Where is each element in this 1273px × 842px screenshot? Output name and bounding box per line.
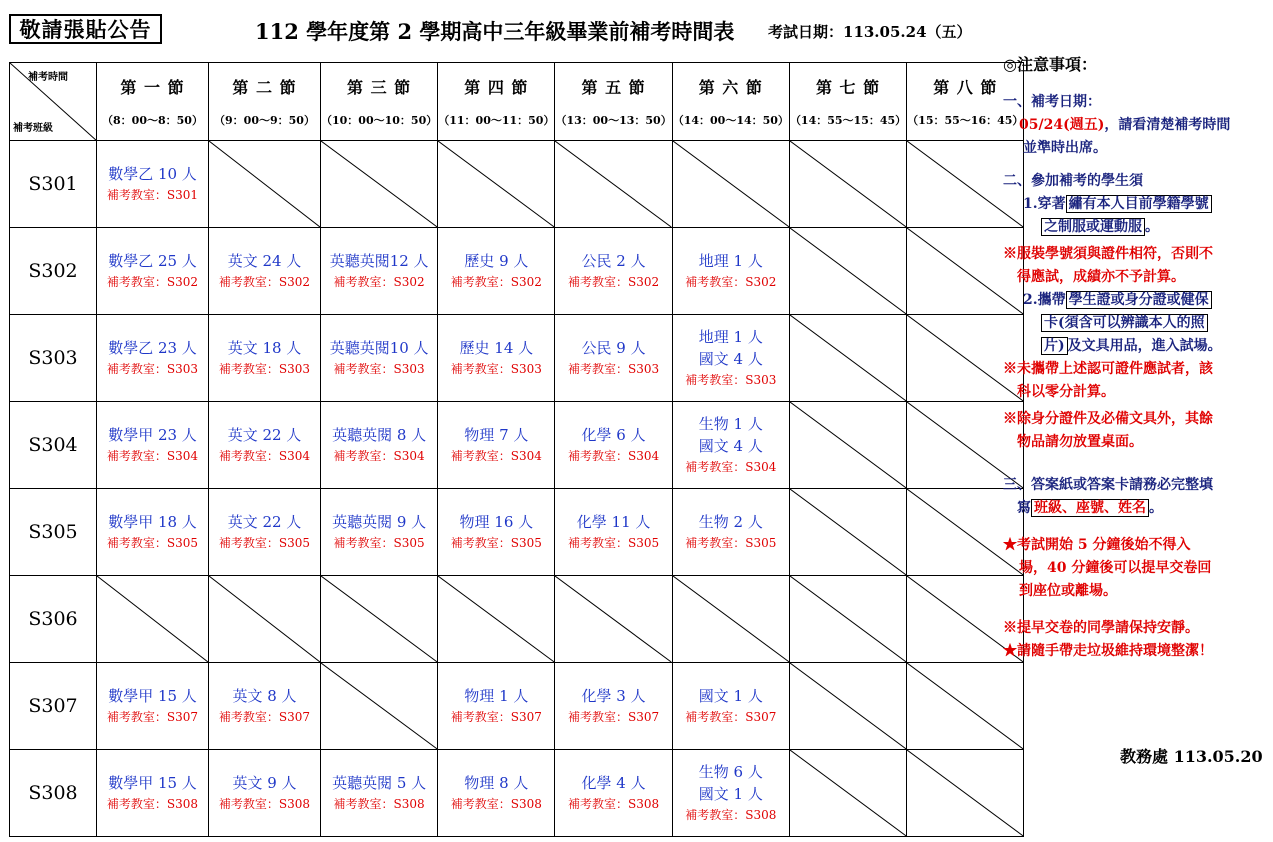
- subject-count: 生物 1 人: [698, 415, 763, 433]
- exam-room: 補考教室：S303: [218, 362, 311, 376]
- exam-room: 補考教室：S307: [568, 710, 660, 724]
- empty-cell-diagonal: [790, 576, 906, 662]
- header-row: [10, 63, 1024, 141]
- exam-room: 補考教室：S303: [333, 362, 425, 376]
- period-name: 第 八 節: [933, 78, 998, 97]
- subject-count: 數學乙 25 人: [108, 252, 197, 270]
- class-row-s308: [10, 750, 1024, 837]
- empty-cell: [97, 576, 209, 663]
- class-row-s301: [10, 141, 1024, 228]
- subject-count: 數學甲 18 人: [108, 513, 197, 531]
- class-label: S301: [10, 141, 97, 228]
- exam-room: 補考教室：S308: [568, 797, 660, 811]
- exam-cell: [321, 750, 438, 837]
- exam-cell: [209, 315, 321, 402]
- page-title: 112 學年度第 2 學期高中三年級畢業前補考時間表: [255, 19, 735, 44]
- exam-room: 補考教室：S305: [685, 536, 777, 550]
- period-name: 第 七 節: [815, 78, 881, 97]
- exam-cell: [209, 402, 321, 489]
- empty-cell-diagonal: [438, 141, 554, 227]
- subject-count: 化學 4 人: [581, 774, 646, 792]
- corner-bottom-label: 補考班級: [13, 123, 53, 134]
- empty-cell: [789, 141, 906, 228]
- exam-cell: [97, 315, 209, 402]
- exam-room: 補考教室：S301: [106, 188, 199, 202]
- exam-room: 補考教室：S304: [333, 449, 425, 463]
- class-row-s306: [10, 576, 1024, 663]
- subject-count: 國文 4 人: [698, 437, 763, 455]
- note-star2: ★請隨手帶走垃圾維持環境整潔！: [1003, 643, 1213, 659]
- exam-cell: [97, 489, 209, 576]
- empty-cell-diagonal: [97, 576, 208, 662]
- empty-cell: [209, 576, 321, 663]
- subject-count: 數學乙 10 人: [108, 165, 197, 183]
- exam-room: 補考教室：S307: [106, 710, 199, 724]
- note-sec2-item2-end: 及文具用品，進入試場。: [1067, 338, 1222, 354]
- note-sec2-item1-line2: [1003, 216, 1271, 239]
- empty-cell-diagonal: [673, 576, 789, 662]
- period-time: （14：55～15：45）: [789, 114, 907, 127]
- empty-cell-diagonal: [790, 402, 906, 488]
- empty-cell: [907, 750, 1024, 837]
- note-sec3-a: 三、答案紙或答案卡請務必完整填: [1003, 477, 1213, 493]
- period-header-7: [789, 63, 906, 141]
- exam-room: 補考教室：S308: [333, 797, 425, 811]
- exam-cell: [97, 228, 209, 315]
- empty-cell: [789, 576, 906, 663]
- exam-cell: [438, 402, 555, 489]
- exam-room: 補考教室：S305: [568, 536, 660, 550]
- exam-room: 補考教室：S304: [106, 449, 199, 463]
- exam-room: 補考教室：S304: [218, 449, 311, 463]
- corner-cell: [10, 63, 97, 141]
- empty-cell-diagonal: [790, 750, 906, 836]
- subject-count: 物理 7 人: [464, 426, 529, 444]
- class-row-s305: [10, 489, 1024, 576]
- empty-cell-diagonal: [790, 315, 906, 401]
- exam-room: 補考教室：S302: [106, 275, 199, 289]
- note-sec1-title: 一、補考日期：: [1003, 94, 1101, 110]
- subject-count: 國文 1 人: [698, 687, 763, 705]
- exam-room: 補考教室：S303: [568, 362, 660, 376]
- empty-cell-diagonal: [790, 228, 906, 314]
- class-label: S308: [10, 750, 97, 837]
- period-time: （9：00～9：50）: [214, 114, 315, 127]
- exam-room: 補考教室：S308: [106, 797, 199, 811]
- note-sec2-item1-box1: 繡有本人目前學籍學號: [1066, 195, 1212, 213]
- class-label: S307: [10, 663, 97, 750]
- note-sec2-item1-box2: 之制服或運動服: [1041, 218, 1145, 236]
- exam-cell: [438, 750, 555, 837]
- period-name: 第 四 節: [464, 78, 529, 97]
- exam-room: 補考教室：S307: [218, 710, 311, 724]
- exam-cell: [321, 228, 438, 315]
- subject-count: 英文 22 人: [227, 513, 302, 531]
- subject-count: 英聽英閱 9 人: [332, 513, 427, 531]
- note-sec2-item2-line2: [1003, 312, 1271, 335]
- empty-cell: [789, 489, 906, 576]
- note-warn3-b: 物品請勿放置桌面。: [1017, 434, 1143, 450]
- note-sec1-text1: ，請看清楚補考時間: [1104, 117, 1231, 133]
- note-sec3-box: 班級、座號、姓名: [1031, 499, 1149, 517]
- period-header-1: [97, 63, 209, 141]
- exam-date: 考試日期：113.05.24（五）: [768, 23, 972, 41]
- empty-cell: [672, 576, 789, 663]
- exam-cell: [97, 750, 209, 837]
- period-header-5: [555, 63, 672, 141]
- exam-cell: [438, 489, 555, 576]
- class-label: S302: [10, 228, 97, 315]
- period-time: （8：00～8：50）: [102, 114, 203, 127]
- subject-count: 英文 9 人: [232, 774, 297, 792]
- subject-count: 生物 6 人: [698, 763, 763, 781]
- note-sec2-item1-end: 。: [1145, 219, 1159, 235]
- note-sec1-line1: [1003, 114, 1271, 137]
- exam-cell: [321, 402, 438, 489]
- period-time: （14：00～14：50）: [672, 114, 789, 127]
- empty-cell-diagonal: [321, 663, 437, 749]
- exam-cell: [321, 315, 438, 402]
- exam-room: 補考教室：S302: [568, 275, 660, 289]
- empty-cell: [907, 663, 1024, 750]
- schedule-body: [10, 141, 1024, 837]
- exam-cell: [438, 315, 555, 402]
- empty-cell-diagonal: [673, 141, 789, 227]
- exam-cell: [672, 750, 789, 837]
- empty-cell: [789, 402, 906, 489]
- empty-cell-diagonal: [209, 576, 320, 662]
- subject-count: 英文 8 人: [232, 687, 297, 705]
- exam-cell: [438, 663, 555, 750]
- note-sec2-item1-line1: [1003, 193, 1271, 216]
- note-sec1-date: 05/24(週五): [1019, 117, 1105, 133]
- exam-cell: [672, 228, 789, 315]
- empty-cell-diagonal: [907, 663, 1023, 749]
- empty-cell-diagonal: [321, 576, 437, 662]
- empty-cell: [438, 576, 555, 663]
- exam-room: 補考教室：S303: [106, 362, 199, 376]
- note-sec2-item2-box2: 卡(須含可以辨識本人的照: [1041, 314, 1208, 332]
- exam-cell: [672, 489, 789, 576]
- exam-cell: [97, 141, 209, 228]
- note-warn4: ※提早交卷的同學請保持安靜。: [1003, 620, 1199, 636]
- exam-cell: [555, 750, 672, 837]
- note-sec3-b-pre: 寫: [1017, 500, 1031, 516]
- subject-count: 英聽英閱12 人: [329, 252, 429, 270]
- notice-label: 敬請張貼公告: [9, 14, 162, 44]
- period-header-6: [672, 63, 789, 141]
- exam-room: 補考教室：S308: [685, 808, 777, 822]
- exam-room: 補考教室：S305: [450, 536, 542, 550]
- subject-count: 化學 3 人: [581, 687, 646, 705]
- exam-cell: [209, 228, 321, 315]
- subject-count: 英文 24 人: [227, 252, 302, 270]
- subject-count: 物理 16 人: [459, 513, 534, 531]
- period-time: （13：00～13：50）: [555, 114, 672, 127]
- exam-room: 補考教室：S302: [685, 275, 777, 289]
- exam-cell: [321, 489, 438, 576]
- note-sec1-text2: 並準時出席。: [1023, 140, 1107, 156]
- empty-cell: [321, 663, 438, 750]
- subject-count: 數學甲 23 人: [108, 426, 197, 444]
- empty-cell-diagonal: [790, 663, 906, 749]
- exam-room: 補考教室：S302: [333, 275, 425, 289]
- note-sec3-line2: [1003, 497, 1271, 520]
- schedule-table: [9, 62, 1024, 837]
- note-sec2-item2-line3: [1003, 335, 1271, 358]
- period-header-3: [321, 63, 438, 141]
- exam-room: 補考教室：S305: [333, 536, 425, 550]
- exam-room: 補考教室：S302: [218, 275, 311, 289]
- empty-cell: [438, 141, 555, 228]
- subject-count: 數學甲 15 人: [108, 687, 197, 705]
- exam-cell: [555, 315, 672, 402]
- exam-cell: [97, 402, 209, 489]
- note-warn2-a: ※未攜帶上述認可證件應試者，該: [1003, 361, 1213, 377]
- period-header-4: [438, 63, 555, 141]
- notes-heading: ◎注意事項：: [1003, 55, 1097, 74]
- note-star1-c: 到座位或離場。: [1019, 583, 1117, 599]
- period-name: 第 六 節: [698, 78, 763, 97]
- exam-room: 補考教室：S303: [685, 373, 777, 387]
- exam-cell: [209, 489, 321, 576]
- class-row-s303: [10, 315, 1024, 402]
- subject-count: 英文 18 人: [227, 339, 302, 357]
- empty-cell-diagonal: [438, 576, 554, 662]
- subject-count: 地理 1 人: [698, 252, 763, 270]
- signature: 教務處 113.05.20: [1120, 747, 1263, 766]
- empty-cell: [555, 141, 672, 228]
- exam-cell: [209, 750, 321, 837]
- note-sec2-item1-pre: 1.穿著: [1023, 196, 1066, 212]
- period-time: （11：00～11：50）: [438, 114, 555, 127]
- corner-top-label: 補考時間: [28, 72, 68, 83]
- notes-panel: [1003, 52, 1271, 663]
- subject-count: 歷史 9 人: [464, 252, 529, 270]
- subject-count: 化學 6 人: [581, 426, 646, 444]
- note-sec2-item2-box3: 片): [1041, 337, 1068, 355]
- note-star1-b: 場，40 分鐘後可以提早交卷回: [1019, 560, 1212, 576]
- exam-cell: [672, 663, 789, 750]
- empty-cell: [555, 576, 672, 663]
- exam-room: 補考教室：S307: [450, 710, 542, 724]
- class-label: S306: [10, 576, 97, 663]
- class-label: S305: [10, 489, 97, 576]
- period-name: 第 五 節: [581, 78, 646, 97]
- class-label: S304: [10, 402, 97, 489]
- period-header-2: [209, 63, 321, 141]
- subject-count: 英聽英閱 8 人: [332, 426, 427, 444]
- exam-cell: [555, 663, 672, 750]
- period-name: 第 二 節: [232, 78, 297, 97]
- exam-room: 補考教室：S308: [218, 797, 311, 811]
- class-row-s302: [10, 228, 1024, 315]
- exam-room: 補考教室：S302: [450, 275, 542, 289]
- exam-room: 補考教室：S305: [106, 536, 199, 550]
- class-row-s304: [10, 402, 1024, 489]
- note-warn2-b: 科以零分計算。: [1017, 384, 1115, 400]
- empty-cell: [789, 663, 906, 750]
- empty-cell-diagonal: [555, 576, 671, 662]
- empty-cell-diagonal: [209, 141, 320, 227]
- note-sec2-title: 二、參加補考的學生須: [1003, 173, 1143, 189]
- empty-cell: [321, 141, 438, 228]
- subject-count: 歷史 14 人: [459, 339, 534, 357]
- period-time: （15：55～16：45）: [907, 114, 1024, 127]
- exam-room: 補考教室：S307: [685, 710, 777, 724]
- note-warn1-b: 得應試，成績亦不予計算。: [1017, 269, 1185, 285]
- subject-count: 數學乙 23 人: [108, 339, 197, 357]
- exam-room: 補考教室：S304: [685, 460, 777, 474]
- exam-room: 補考教室：S308: [450, 797, 542, 811]
- note-star1-a: ★考試開始 5 分鐘後始不得入: [1003, 537, 1191, 553]
- exam-cell: [555, 489, 672, 576]
- empty-cell-diagonal: [907, 750, 1023, 836]
- empty-cell-diagonal: [790, 489, 906, 575]
- empty-cell: [321, 576, 438, 663]
- exam-room: 補考教室：S304: [450, 449, 542, 463]
- subject-count: 物理 1 人: [464, 687, 529, 705]
- note-sec2-item2-line1: [1003, 289, 1271, 312]
- subject-count: 英文 22 人: [227, 426, 302, 444]
- exam-cell: [672, 315, 789, 402]
- class-label: S303: [10, 315, 97, 402]
- exam-cell: [97, 663, 209, 750]
- empty-cell: [789, 750, 906, 837]
- exam-cell: [555, 228, 672, 315]
- exam-cell: [209, 663, 321, 750]
- period-name: 第 三 節: [347, 78, 412, 97]
- exam-room: 補考教室：S305: [218, 536, 311, 550]
- subject-count: 國文 4 人: [698, 350, 763, 368]
- exam-cell: [672, 402, 789, 489]
- subject-count: 化學 11 人: [576, 513, 651, 531]
- subject-count: 數學甲 15 人: [108, 774, 197, 792]
- empty-cell: [789, 315, 906, 402]
- note-sec2-item2-pre: 2.攜帶: [1023, 292, 1066, 308]
- subject-count: 英聽英閱 5 人: [332, 774, 427, 792]
- period-time: （10：00～10：50）: [321, 114, 438, 127]
- empty-cell: [672, 141, 789, 228]
- subject-count: 公民 2 人: [581, 252, 646, 270]
- note-sec3-b-end: 。: [1149, 500, 1163, 516]
- exam-cell: [555, 402, 672, 489]
- subject-count: 地理 1 人: [698, 328, 763, 346]
- note-warn1-a: ※服裝學號須與證件相符，否則不: [1003, 246, 1213, 262]
- subject-count: 生物 2 人: [698, 513, 763, 531]
- empty-cell-diagonal: [321, 141, 437, 227]
- subject-count: 物理 8 人: [464, 774, 529, 792]
- empty-cell-diagonal: [555, 141, 671, 227]
- exam-room: 補考教室：S303: [450, 362, 542, 376]
- note-sec2-item2-box1: 學生證或身分證或健保: [1066, 291, 1212, 309]
- exam-cell: [438, 228, 555, 315]
- exam-room: 補考教室：S304: [568, 449, 660, 463]
- empty-cell: [209, 141, 321, 228]
- subject-count: 公民 9 人: [581, 339, 646, 357]
- empty-cell-diagonal: [790, 141, 906, 227]
- subject-count: 國文 1 人: [698, 785, 763, 803]
- period-name: 第 一 節: [120, 78, 185, 97]
- subject-count: 英聽英閱10 人: [329, 339, 429, 357]
- note-warn3-a: ※除身分證件及必備文具外，其餘: [1003, 411, 1213, 427]
- empty-cell: [789, 228, 906, 315]
- class-row-s307: [10, 663, 1024, 750]
